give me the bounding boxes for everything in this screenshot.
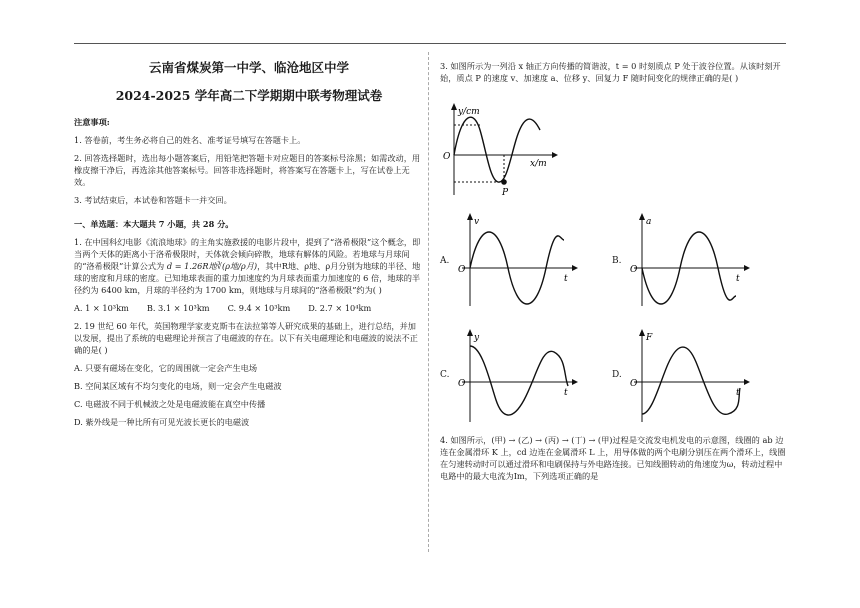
origin-label: O [630, 265, 638, 275]
q1-options [74, 302, 424, 314]
t-label: t [564, 274, 568, 284]
question-4-block [440, 434, 786, 488]
value-axis-arrow-icon [639, 213, 645, 220]
column-divider [428, 52, 429, 552]
value-axis-arrow-icon [639, 329, 645, 336]
left-column [74, 60, 424, 434]
value-axis-arrow-icon [467, 329, 473, 336]
question-4: 4. 如图所示，(甲) → (乙) → (丙) → (丁) → (甲)过程是交流发电机发电的示意图，线圈的 ab 边连在金属滑环 K 上，cd 边连在金属滑环 L 上，用导体做的两个电刷分别压在两个滑环上，线圈在匀速转动时可以通过滑环和电刷保持与外电路连接。已知线圈转动的角速度为ω，转动过程中电路中的最大电流为Im，下列选项正确的是 [440, 435, 786, 481]
choice-c-curve [470, 346, 568, 415]
choice-a-letter[interactable]: A. [440, 256, 450, 266]
choice-d-letter[interactable]: D. [612, 370, 622, 380]
t-axis-arrow-icon [744, 265, 750, 271]
wave-curve [454, 117, 540, 182]
right-column [440, 60, 786, 90]
question-1 [74, 236, 424, 296]
q2-option-c[interactable]: C. 电磁波不同于机械波之处是电磁波能在真空中传播 [74, 399, 266, 409]
q2-option-a[interactable]: A. 只要有磁场在变化，它的周围就一定会产生电场 [74, 363, 258, 373]
t-axis-arrow-icon [744, 379, 750, 385]
origin-label: O [630, 379, 638, 389]
axis-label: F [646, 333, 653, 343]
axis-label: y [474, 333, 480, 343]
t-label: t [736, 388, 740, 398]
axis-label: a [646, 217, 652, 227]
q1-option-b[interactable]: B. 3.1 × 10³km [146, 303, 210, 313]
note-item: 3. 考试结束后，本试卷和答题卡一并交回。 [74, 195, 232, 205]
origin-label: O [458, 379, 466, 389]
q1-option-d[interactable]: D. 2.7 × 10⁴km [308, 303, 372, 313]
origin-label: O [458, 265, 466, 275]
origin-label: O [443, 152, 451, 162]
x-axis-arrow-icon [552, 152, 558, 158]
y-axis-label: y/cm [458, 107, 480, 117]
point-p-marker [501, 179, 507, 185]
question-2: 2. 19 世纪 60 年代，英国物理学家麦克斯韦在法拉第等人研究成果的基础上，进行总结，并加以发展，提出了系统的电磁理论并预言了电磁波的存在。以下有关电磁理论和电磁波的说法不正确的是( ) [74, 321, 418, 355]
choice-d-graph[interactable] [624, 326, 754, 426]
point-p-label: P [502, 188, 509, 198]
choice-c-letter[interactable]: C. [440, 370, 450, 380]
section-heading: 一、单选题：本大题共 7 小题，共 28 分。 [74, 219, 234, 229]
x-axis-label: x/m [530, 159, 547, 169]
q1-option-c[interactable]: C. 9.4 × 10³km [227, 303, 291, 313]
q2-option-b[interactable]: B. 空间某区域有不均匀变化的电场，则一定会产生电磁波 [74, 381, 282, 391]
wave-figure [440, 100, 560, 200]
choice-d-curve [642, 347, 740, 414]
y-axis-arrow-icon [451, 103, 457, 110]
school-line: 云南省煤炭第一中学、临沧地区中学 [148, 60, 349, 75]
choice-b-letter[interactable]: B. [612, 256, 622, 266]
q2-option-d[interactable]: D. 紫外线是一种比所有可见光波长更长的电磁波 [74, 417, 250, 427]
note-item: 2. 回答选择题时，选出每小题答案后，用铅笔把答题卡对应题目的答案标号涂黑；如需改动，用橡皮擦干净后，再选涂其他答案标号。回答非选择题时，将答案写在答题卡上，写在试卷上无效。 [74, 153, 421, 187]
t-axis-arrow-icon [572, 379, 578, 385]
axis-label: v [474, 217, 480, 227]
t-label: t [736, 274, 740, 284]
choice-b-graph[interactable] [624, 210, 754, 310]
value-axis-arrow-icon [467, 213, 473, 220]
choice-c-graph[interactable] [452, 326, 582, 426]
header-rule [74, 43, 786, 44]
exam-title: 2024-2025 学年高二下学期期中联考物理试卷 [115, 88, 383, 103]
t-label: t [564, 388, 568, 398]
q1-option-a[interactable]: A. 1 × 10³km [74, 303, 129, 313]
choice-a-graph[interactable] [452, 210, 582, 310]
q1-text-2: ，其中R地、ρ地、ρ月分别为地球的半径、地球的密度和月球的密度。已知地球表面的重力加速度约为月球表面重力加速度的 6 倍，地球的半径约为 6400 km，月球的半径约为 1700 km，则地球与月球间的“洛希极限”约为( ) [74, 261, 421, 295]
q1-formula: d = 1.26R地∛(ρ地/ρ月) [166, 261, 258, 271]
t-axis-arrow-icon [572, 265, 578, 271]
question-3: 3. 如图所示为一列沿 x 轴正方向传播的简谐波，t = 0 时刻质点 P 处于波谷位置。从该时刻开始，质点 P 的速度 v、加速度 a、位移 y、回复力 F 随时间变化的规律正确的是( ) [440, 61, 781, 83]
note-item: 1. 答卷前，考生务必将自己的姓名、准考证号填写在答题卡上。 [74, 135, 306, 145]
notes-heading: 注意事项: [74, 117, 110, 127]
q1-text-1: 1. 在中国科幻电影《流浪地球》的主角实施救援的电影片段中，提到了“洛希极限”这个概念，即当两个天体的距离小于洛希极限时，天体就会倾向碎散，地球有解体的风险。若地球与月球间的“洛希极限”计算公式为 [74, 237, 421, 271]
